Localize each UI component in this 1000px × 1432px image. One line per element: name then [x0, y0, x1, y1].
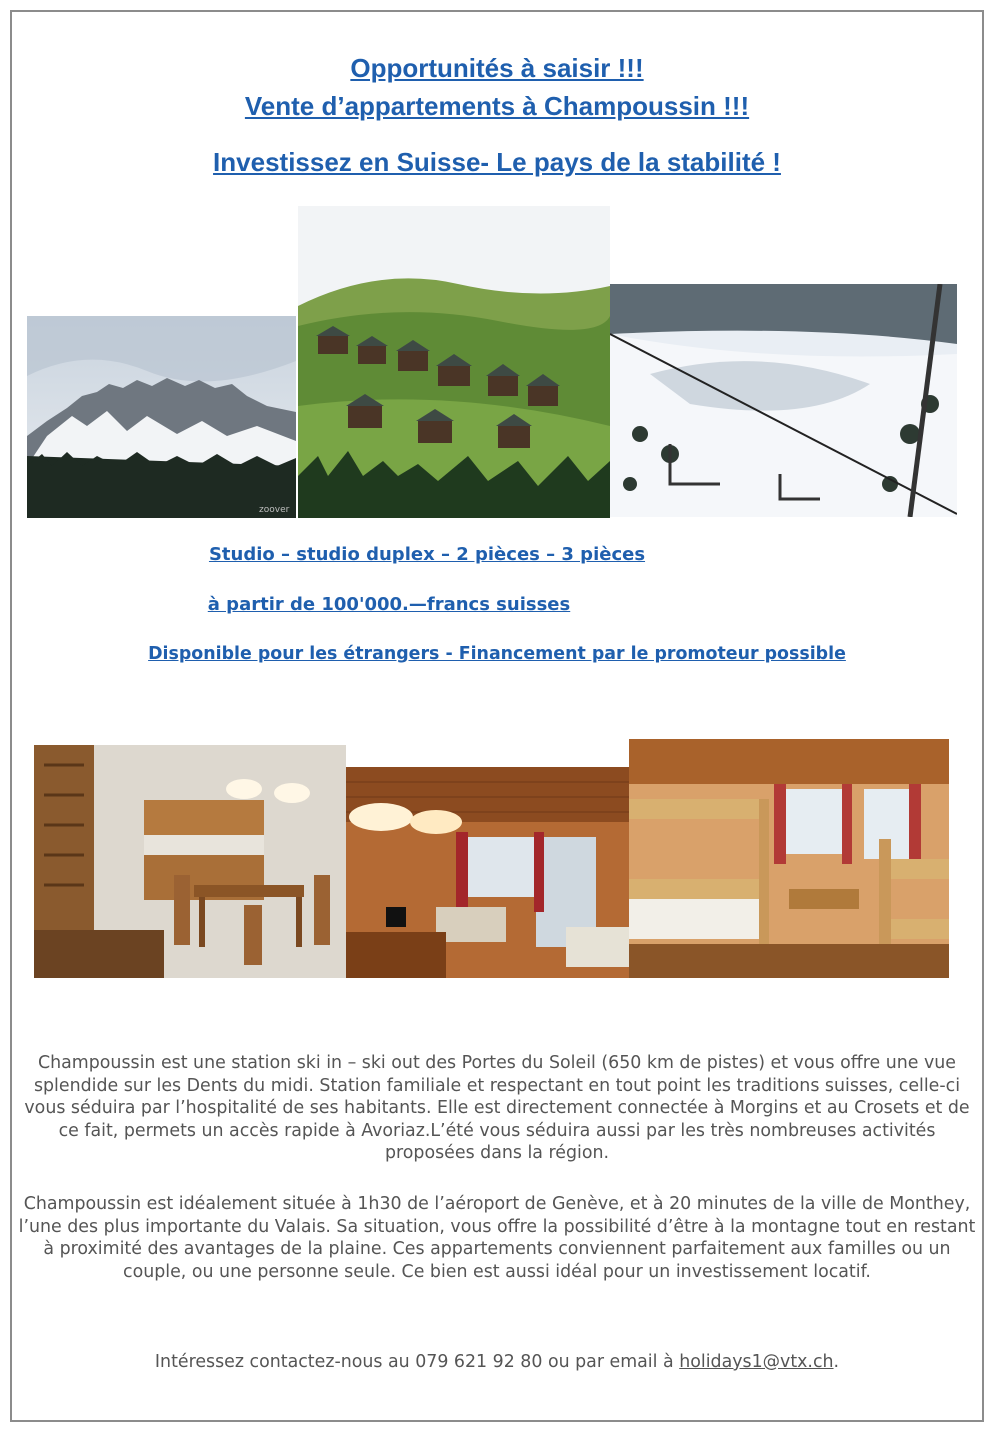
- photo-kitchen-dining: [34, 745, 346, 978]
- description-paragraph-2: Champoussin est idéalement située à 1h30 de l’aéroport de Genève, et à 20 minutes de la ville de Monthey, l’une des plus importante du Valais. Sa situation, vous offre la possibilité d’être à la montagne tout en restant à proximité des avantages de la plaine. Ces appartements conviennent parfaitement aux familles ou un couple, ou une personne seule. Ce bien est aussi idéal pour un investissement locatif.: [18, 1194, 976, 1282]
- photo-watermark: zoover: [259, 505, 290, 515]
- photo-dents-du-midi: [27, 316, 296, 518]
- title-opportunities: Opportunités à saisir !!!: [350, 53, 644, 83]
- contact-email-link[interactable]: holidays1@vtx.ch: [679, 1352, 834, 1372]
- offer-availability: Disponible pour les étrangers - Financement par le promoteur possible: [148, 644, 846, 664]
- description-paragraph-1: Champoussin est une station ski in – ski out des Portes du Soleil (650 km de pistes) et vous offre une vue splendide sur les Dents du midi. Station familiale et respectant en tout point les traditions suisses, celle-ci vous séduira par l’hospitalité de ses habitants. Elle est directement connectée à Morgins et au Crosets et de ce fait, permets un accès rapide à Avoriaz.L’été vous séduira aussi par les très nombreuses activités proposées dans la région.: [24, 1053, 970, 1164]
- photo-living-room: [346, 767, 629, 978]
- contact-end: .: [833, 1352, 840, 1372]
- contact-text: Intéressez contactez-nous au 079 621 92 80 ou par email à: [154, 1352, 680, 1372]
- photo-ski-lift-winter: [610, 284, 957, 517]
- offer-apartment-types: Studio – studio duplex – 2 pièces – 3 pièces: [208, 544, 646, 565]
- offer-price: à partir de 100'000.—francs suisses: [207, 594, 571, 615]
- photo-bunk-bedroom: [629, 739, 949, 978]
- photo-chalets-summer: [298, 206, 610, 518]
- contact-line: [16, 1351, 978, 1373]
- title-invest-switzerland: Investissez en Suisse- Le pays de la stabilité !: [213, 147, 781, 177]
- title-sale-champoussin: Vente d’appartements à Champoussin !!!: [244, 91, 750, 121]
